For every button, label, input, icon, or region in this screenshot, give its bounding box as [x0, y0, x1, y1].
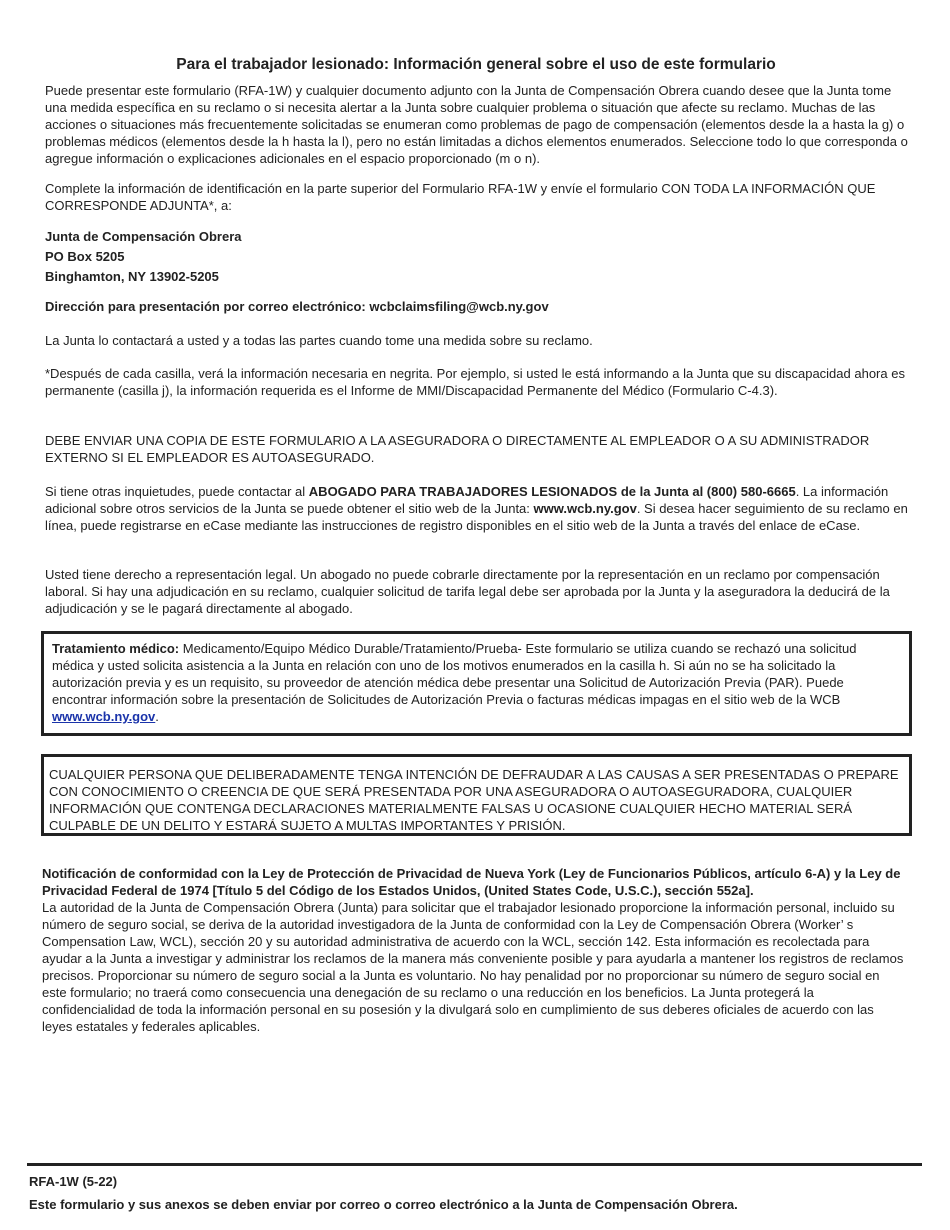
fraud-warning-box — [41, 754, 912, 836]
page-title: Para el trabajador lesionado: Información general sobre el uso de este formulario — [176, 56, 776, 73]
privacy-notice — [42, 865, 907, 1035]
fraud-warning-text: CUALQUIER PERSONA QUE DELIBERADAMENTE TENGA INTENCIÓN DE DEFRAUDAR A LAS CAUSAS A SER PRESENTADAS O PREPARE CON CONOCIMIENTO O CREENCIA DE QUE SERÁ PRESENTADA POR UNA ASEGURADORA O AUTOASEGURADORA, CUALQUIER INFORMACIÓN QUE CONTENGA DECLARACIONES MATERIALMENTE FALSAS U OCASIONE CUALQUIER HECHO MATERIAL SERÁ CULPABLE DE UN DELITO Y ESTARÁ SUJETO A MULTAS IMPORTANTES Y PRISIÓN. — [49, 767, 899, 833]
questions-paragraph — [45, 483, 910, 534]
mailing-address — [45, 227, 910, 287]
privacy-body: La autoridad de la Junta de Compensación Obrera (Junta) para solicitar que el trabajador lesionado proporcione la información personal, incluido su número de seguro social, se deriva de la autoridad investigadora de la Junta de conformidad con la Ley de Compensación Obrera (Worker’ s Compensation Law, WCL), sección 20 y su autoridad administrativa de acuerdo con la WCL, sección 142. Esta información es recolectada para ayudar a la Junta a investigar y administrar los reclamos de la manera más conveniente posible y para ayudarla a mantener los registros de reclamos precisos. Proporcionar su número de seguro social a la Junta es voluntario. No hay penalidad por no proporcionar su número de seguro social en este formulario; no traerá como consecuencia una denegación de su reclamo o una reducción en los beneficios. La Junta protegerá la confidencialidad de toda la información personal en su posesión y la divulgará solo en cumplimiento de sus deberes oficiales de acuerdo con las leyes estatales y federales aplicables. — [42, 900, 904, 1034]
footer-note: Este formulario y sus anexos se deben enviar por correo o correo electrónico a la Junta de Compensación Obrera. — [29, 1197, 738, 1212]
complete-instructions: Complete la información de identificación en la parte superior del Formulario RFA-1W y envíe el formulario CON TODA LA INFORMACIÓN QUE CORRESPONDE ADJUNTA*, a: — [45, 181, 876, 213]
intro-paragraph: Puede presentar este formulario (RFA-1W) y cualquier documento adjunto con la Junta de Compensación Obrera cuando desee que la Junta tome una medida específica en su reclamo o si necesita alertar a la Junta sobre cualquier problema o situación que afecte su reclamo. Muchas de las acciones o situaciones más frecuentemente solicitadas se enumeran como problemas de pago de compensación (elementos desde la a hasta la g) o problemas médicos (elementos desde la h hasta la l), pero no están limitadas a dichos elementos enumerados. Seleccione todo lo que corresponda o agregue información o explicaciones adicionales en el espacio proporcionado (m o n). — [45, 83, 908, 166]
email-address-line: Dirección para presentación por correo electrónico: wcbclaimsfiling@wcb.ny.gov — [45, 299, 549, 314]
medical-treatment-body: Medicamento/Equipo Médico Durable/Tratamiento/Prueba- Este formulario se utiliza cuando se rechazó una solicitud médica y usted solicita asistencia a la Junta en relación con uno de los motivos enumerados en la casilla h. Si aún no se ha solicitado la autorización previa y es un requisito, su proveedor de atención médica debe presentar una Solicitud de Autorización Previa (PAR). Puede encontrar información sobre la presentación de Solicitudes de Autorización Previa o facturas médicas impagas en el sitio web de la WCB — [52, 641, 857, 707]
privacy-heading: Notificación de conformidad con la Ley de Protección de Privacidad de Nueva York (Ley de Funcionarios Públicos, artículo 6-A) y la Ley de Privacidad Federal de 1974 [Título 5 del Código de los Estados Unidos, (United States Code, U.S.C.), sección 552a]. — [42, 866, 901, 898]
advocate-phone: ABOGADO PARA TRABAJADORES LESIONADOS de la Junta al (800) 580-6665 — [308, 484, 796, 499]
questions-pre: Si tiene otras inquietudes, puede contactar al — [45, 484, 309, 499]
address-line-2: PO Box 5205 — [45, 249, 125, 264]
address-line-1: Junta de Compensación Obrera — [45, 229, 242, 244]
legal-representation: Usted tiene derecho a representación legal. Un abogado no puede cobrarle directamente por la representación en un reclamo por compensación laboral. Si hay una adjudicación en su reclamo, cualquier solicitud de tarifa legal debe ser aprobada por la Junta y la aseguradora la deducirá de la adjudicación y se le pagará directamente al abogado. — [45, 567, 890, 616]
address-line-3: Binghamton, NY 13902-5205 — [45, 269, 219, 284]
questions-post: . Si desea hacer seguimiento de su reclamo en línea, puede registrarse en eCase mediante las instrucciones de registro disponibles en el sitio web de la Junta a través del enlace de eCase. — [45, 501, 908, 533]
contact-note: La Junta lo contactará a usted y a todas las partes cuando tome una medida sobre su reclamo. — [45, 333, 593, 348]
medical-treatment-end: . — [155, 709, 159, 724]
medical-treatment-text — [44, 634, 909, 730]
footer-divider — [27, 1163, 922, 1166]
wcb-website-link[interactable]: www.wcb.ny.gov — [52, 709, 156, 724]
medical-treatment-box — [41, 631, 912, 736]
asterisk-note: *Después de cada casilla, verá la información necesaria en negrita. Por ejemplo, si usted le está informando a la Junta que su discapacidad ahora es permanente (casilla j), la información requerida es el Informe de MMI/Discapacidad Permanente del Médico (Formulario C-4.3). — [45, 366, 905, 398]
medical-treatment-label: Tratamiento médico: — [52, 641, 180, 656]
form-id: RFA-1W (5-22) — [29, 1174, 118, 1189]
copy-notice: DEBE ENVIAR UNA COPIA DE ESTE FORMULARIO A LA ASEGURADORA O DIRECTAMENTE AL EMPLEADOR O A SU ADMINISTRADOR EXTERNO SI EL EMPLEADOR ES AUTOASEGURADO. — [45, 433, 870, 465]
board-website: www.wcb.ny.gov — [533, 501, 637, 516]
questions-mid: . La información adicional sobre otros servicios de la Junta se puede obtener el sitio web de la Junta: — [45, 484, 889, 516]
